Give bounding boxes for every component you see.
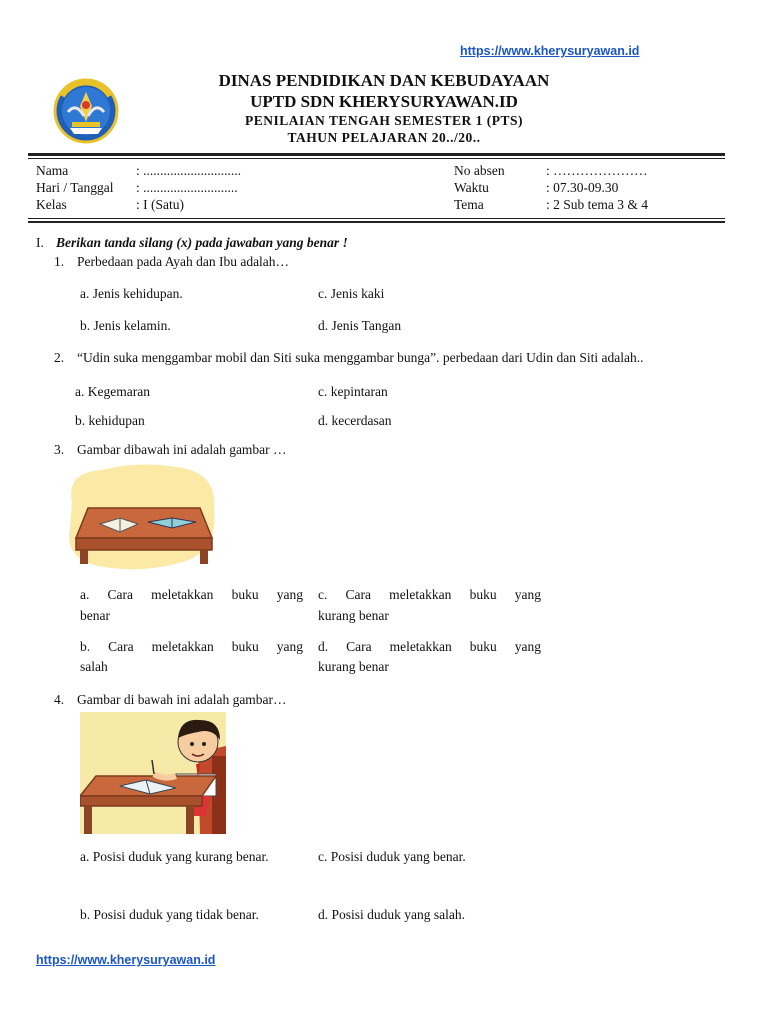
question-3-option-a-line2: benar — [80, 608, 110, 623]
nama-label: Nama — [36, 163, 69, 178]
question-3-text: Gambar dibawah ini adalah gambar … — [77, 442, 287, 457]
boy-writing-at-desk-illustration — [80, 712, 226, 834]
kelas-value: : I (Satu) — [136, 197, 184, 212]
tema-value: : 2 Sub tema 3 & 4 — [546, 197, 648, 212]
question-4-option-b[interactable]: b. Posisi duduk yang tidak benar. — [80, 907, 259, 922]
question-4-option-a[interactable]: a. Posisi duduk yang kurang benar. — [80, 849, 269, 864]
header-divider — [28, 153, 725, 156]
question-2-option-b[interactable]: b. kehidupan — [75, 413, 145, 428]
question-2-option-d[interactable]: d. kecerdasan — [318, 413, 392, 428]
question-1-option-b[interactable]: b. Jenis kelamin. — [80, 318, 171, 333]
hari-label: Hari / Tanggal — [36, 180, 114, 195]
header-line-2: UPTD SDN KHERYSURYAWAN.ID — [250, 92, 518, 111]
question-2-option-a[interactable]: a. Kegemaran — [75, 384, 150, 399]
question-3-option-c-line1[interactable]: c. Cara meletakkan buku yang — [318, 587, 541, 602]
hari-value: : ............................ — [136, 180, 238, 195]
header-line-1: DINAS PENDIDIKAN DAN KEBUDAYAAN — [218, 71, 550, 90]
question-3-option-a-line1[interactable]: a. Cara meletakkan buku yang — [80, 587, 303, 602]
question-4-number: 4. — [54, 692, 65, 707]
absen-value: : ………………… — [546, 163, 648, 178]
question-3-option-b-line1[interactable]: b. Cara meletakkan buku yang — [80, 639, 303, 654]
question-2-option-c[interactable]: c. kepintaran — [318, 384, 388, 399]
question-4-text: Gambar di bawah ini adalah gambar… — [77, 692, 287, 707]
question-1-text: Perbedaan pada Ayah dan Ibu adalah… — [77, 254, 290, 269]
question-1-option-c[interactable]: c. Jenis kaki — [318, 286, 385, 301]
question-1-number: 1. — [54, 254, 65, 269]
question-2-text: “Udin suka menggambar mobil dan Siti suka menggambar bunga”. perbedaan dari Udin dan Siti adalah.. — [77, 350, 644, 365]
bottom-website-link[interactable]: https://www.kherysuryawan.id — [36, 953, 216, 967]
question-1-option-d[interactable]: d. Jenis Tangan — [318, 318, 402, 333]
waktu-value: : 07.30-09.30 — [546, 180, 619, 195]
books-on-table-illustration — [62, 462, 220, 574]
question-3-option-b-line2: salah — [80, 659, 108, 674]
header-line-3: PENILAIAN TENGAH SEMESTER 1 (PTS) — [244, 113, 524, 128]
question-2-number: 2. — [54, 350, 65, 365]
question-3-option-d-line1[interactable]: d. Cara meletakkan buku yang — [318, 639, 541, 654]
section-number: I. — [36, 235, 44, 250]
info-divider — [28, 218, 725, 219]
top-website-link[interactable]: https://www.kherysuryawan.id — [460, 44, 640, 58]
header-divider-thin — [28, 158, 725, 159]
question-4-option-d[interactable]: d. Posisi duduk yang salah. — [318, 907, 465, 922]
absen-label: No absen — [454, 163, 505, 178]
tema-label: Tema — [454, 197, 484, 212]
header-line-4: TAHUN PELAJARAN 20../20.. — [287, 130, 481, 145]
question-3-option-d-line2: kurang benar — [318, 659, 389, 674]
waktu-label: Waktu — [454, 180, 489, 195]
nama-value: : ............................. — [136, 163, 242, 178]
question-3-number: 3. — [54, 442, 65, 457]
question-4-option-c[interactable]: c. Posisi duduk yang benar. — [318, 849, 466, 864]
question-1-option-a[interactable]: a. Jenis kehidupan. — [80, 286, 183, 301]
question-3-option-c-line2: kurang benar — [318, 608, 389, 623]
section-title: Berikan tanda silang (x) pada jawaban yang benar ! — [56, 235, 348, 250]
info-divider-thick — [28, 221, 725, 223]
kelas-label: Kelas — [36, 197, 67, 212]
